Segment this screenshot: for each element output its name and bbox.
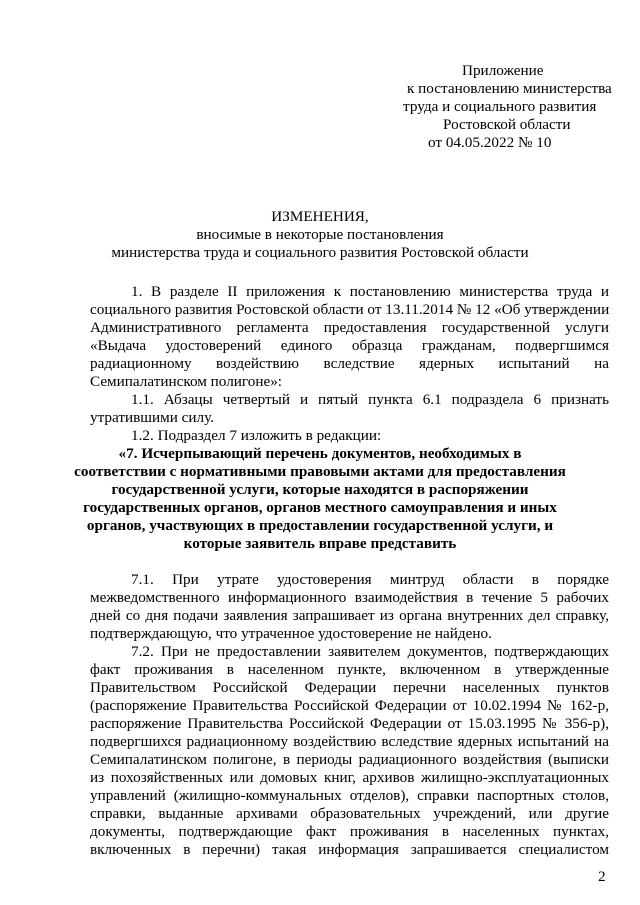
section-heading-line: соответствии с нормативными правовыми актами для предоставления <box>74 463 566 480</box>
section-heading-line: которые заявитель вправе представить <box>183 535 457 552</box>
appendix-line: труда и социального развития <box>403 98 597 115</box>
section-heading-line: органов, участвующих в предоставлении государственной услуги, и <box>86 517 554 534</box>
paragraph-line: подвергшихся радиационному воздействию вследствие ядерных испытаний на <box>90 733 609 750</box>
paragraph-line: распоряжение Правительства Российской Федерации от 15.03.1995 № 356-р), <box>90 715 609 732</box>
appendix-title: Приложение <box>462 62 544 79</box>
paragraph-line: (распоряжение Правительства Российской Федерации от 10.02.1994 № 162-р, <box>90 697 609 714</box>
paragraph-line: утратившими силу. <box>90 409 214 426</box>
paragraph-line: социального развития Ростовской области от 13.11.2014 № 12 «Об утверждении <box>90 301 610 318</box>
paragraph-line: радиационному воздействию вследствие ядерных испытаний на <box>90 355 609 372</box>
paragraph-line: включенных в перечни) такая информация запрашивается специалистом <box>90 841 609 858</box>
paragraph-line: 1.2. Подраздел 7 изложить в редакции: <box>131 427 382 444</box>
document-subtitle: вносимые в некоторые постановления <box>196 226 444 243</box>
paragraph-line: дней со дня подачи заявления запрашивает из органа внутренних дел справку, <box>90 607 609 624</box>
appendix-line: к постановлению министерства <box>407 80 612 97</box>
paragraph-line: Семипалатинском полигоне, в периоды радиационного воздействия (выписки <box>90 751 609 768</box>
paragraph-line: 1.1. Абзацы четвертый и пятый пункта 6.1 подраздела 6 признать <box>131 391 609 408</box>
page-number: 2 <box>598 868 606 885</box>
paragraph-line: Правительством Российской Федерации перечни населенных пунктов <box>90 679 609 696</box>
paragraph-line: подтверждающую, что утраченное удостоверение не найдено. <box>90 625 492 642</box>
paragraph-line: Административного регламента предоставления государственной услуги <box>90 319 609 336</box>
paragraph-line: управлений (жилищно-коммунальных отделов), справки паспортных столов, <box>90 787 609 804</box>
paragraph-line: «Выдача удостоверений единого образца гражданам, подвергшимся <box>90 337 609 354</box>
paragraph-line: 7.1. При утрате удостоверения минтруд области в порядке <box>131 571 609 588</box>
paragraph-line: межведомственного информационного взаимодействия в течение 5 рабочих <box>90 589 609 606</box>
section-heading-line: государственных органов, органов местного самоуправления и иных <box>83 499 557 516</box>
paragraph-line: документы, подтверждающие факт проживания в населенных пунктах, <box>90 823 609 840</box>
paragraph-line: справки, выданные архивами образовательных учреждений, или другие <box>90 805 609 822</box>
paragraph-line: 1. В разделе II приложения к постановлению министерства труда и <box>131 283 609 300</box>
document-title: ИЗМЕНЕНИЯ, <box>271 208 369 225</box>
paragraph-line: из похозяйственных или домовых книг, архивов жилищно-эксплуатационных <box>90 769 609 786</box>
paragraph-line: 7.2. При не предоставлении заявителем документов, подтверждающих <box>131 643 609 660</box>
appendix-date: от 04.05.2022 № 10 <box>428 134 552 151</box>
section-heading-line: «7. Исчерпывающий перечень документов, необходимых в <box>118 445 522 462</box>
section-heading-line: государственной услуги, которые находятся в распоряжении <box>111 481 529 498</box>
paragraph-line: факт проживания в населенном пункте, включенном в утвержденные <box>90 661 609 678</box>
paragraph-line: Семипалатинском полигоне»: <box>90 373 283 390</box>
document-subtitle: министерства труда и социального развития Ростовской области <box>111 244 529 261</box>
appendix-line: Ростовской области <box>443 116 571 133</box>
